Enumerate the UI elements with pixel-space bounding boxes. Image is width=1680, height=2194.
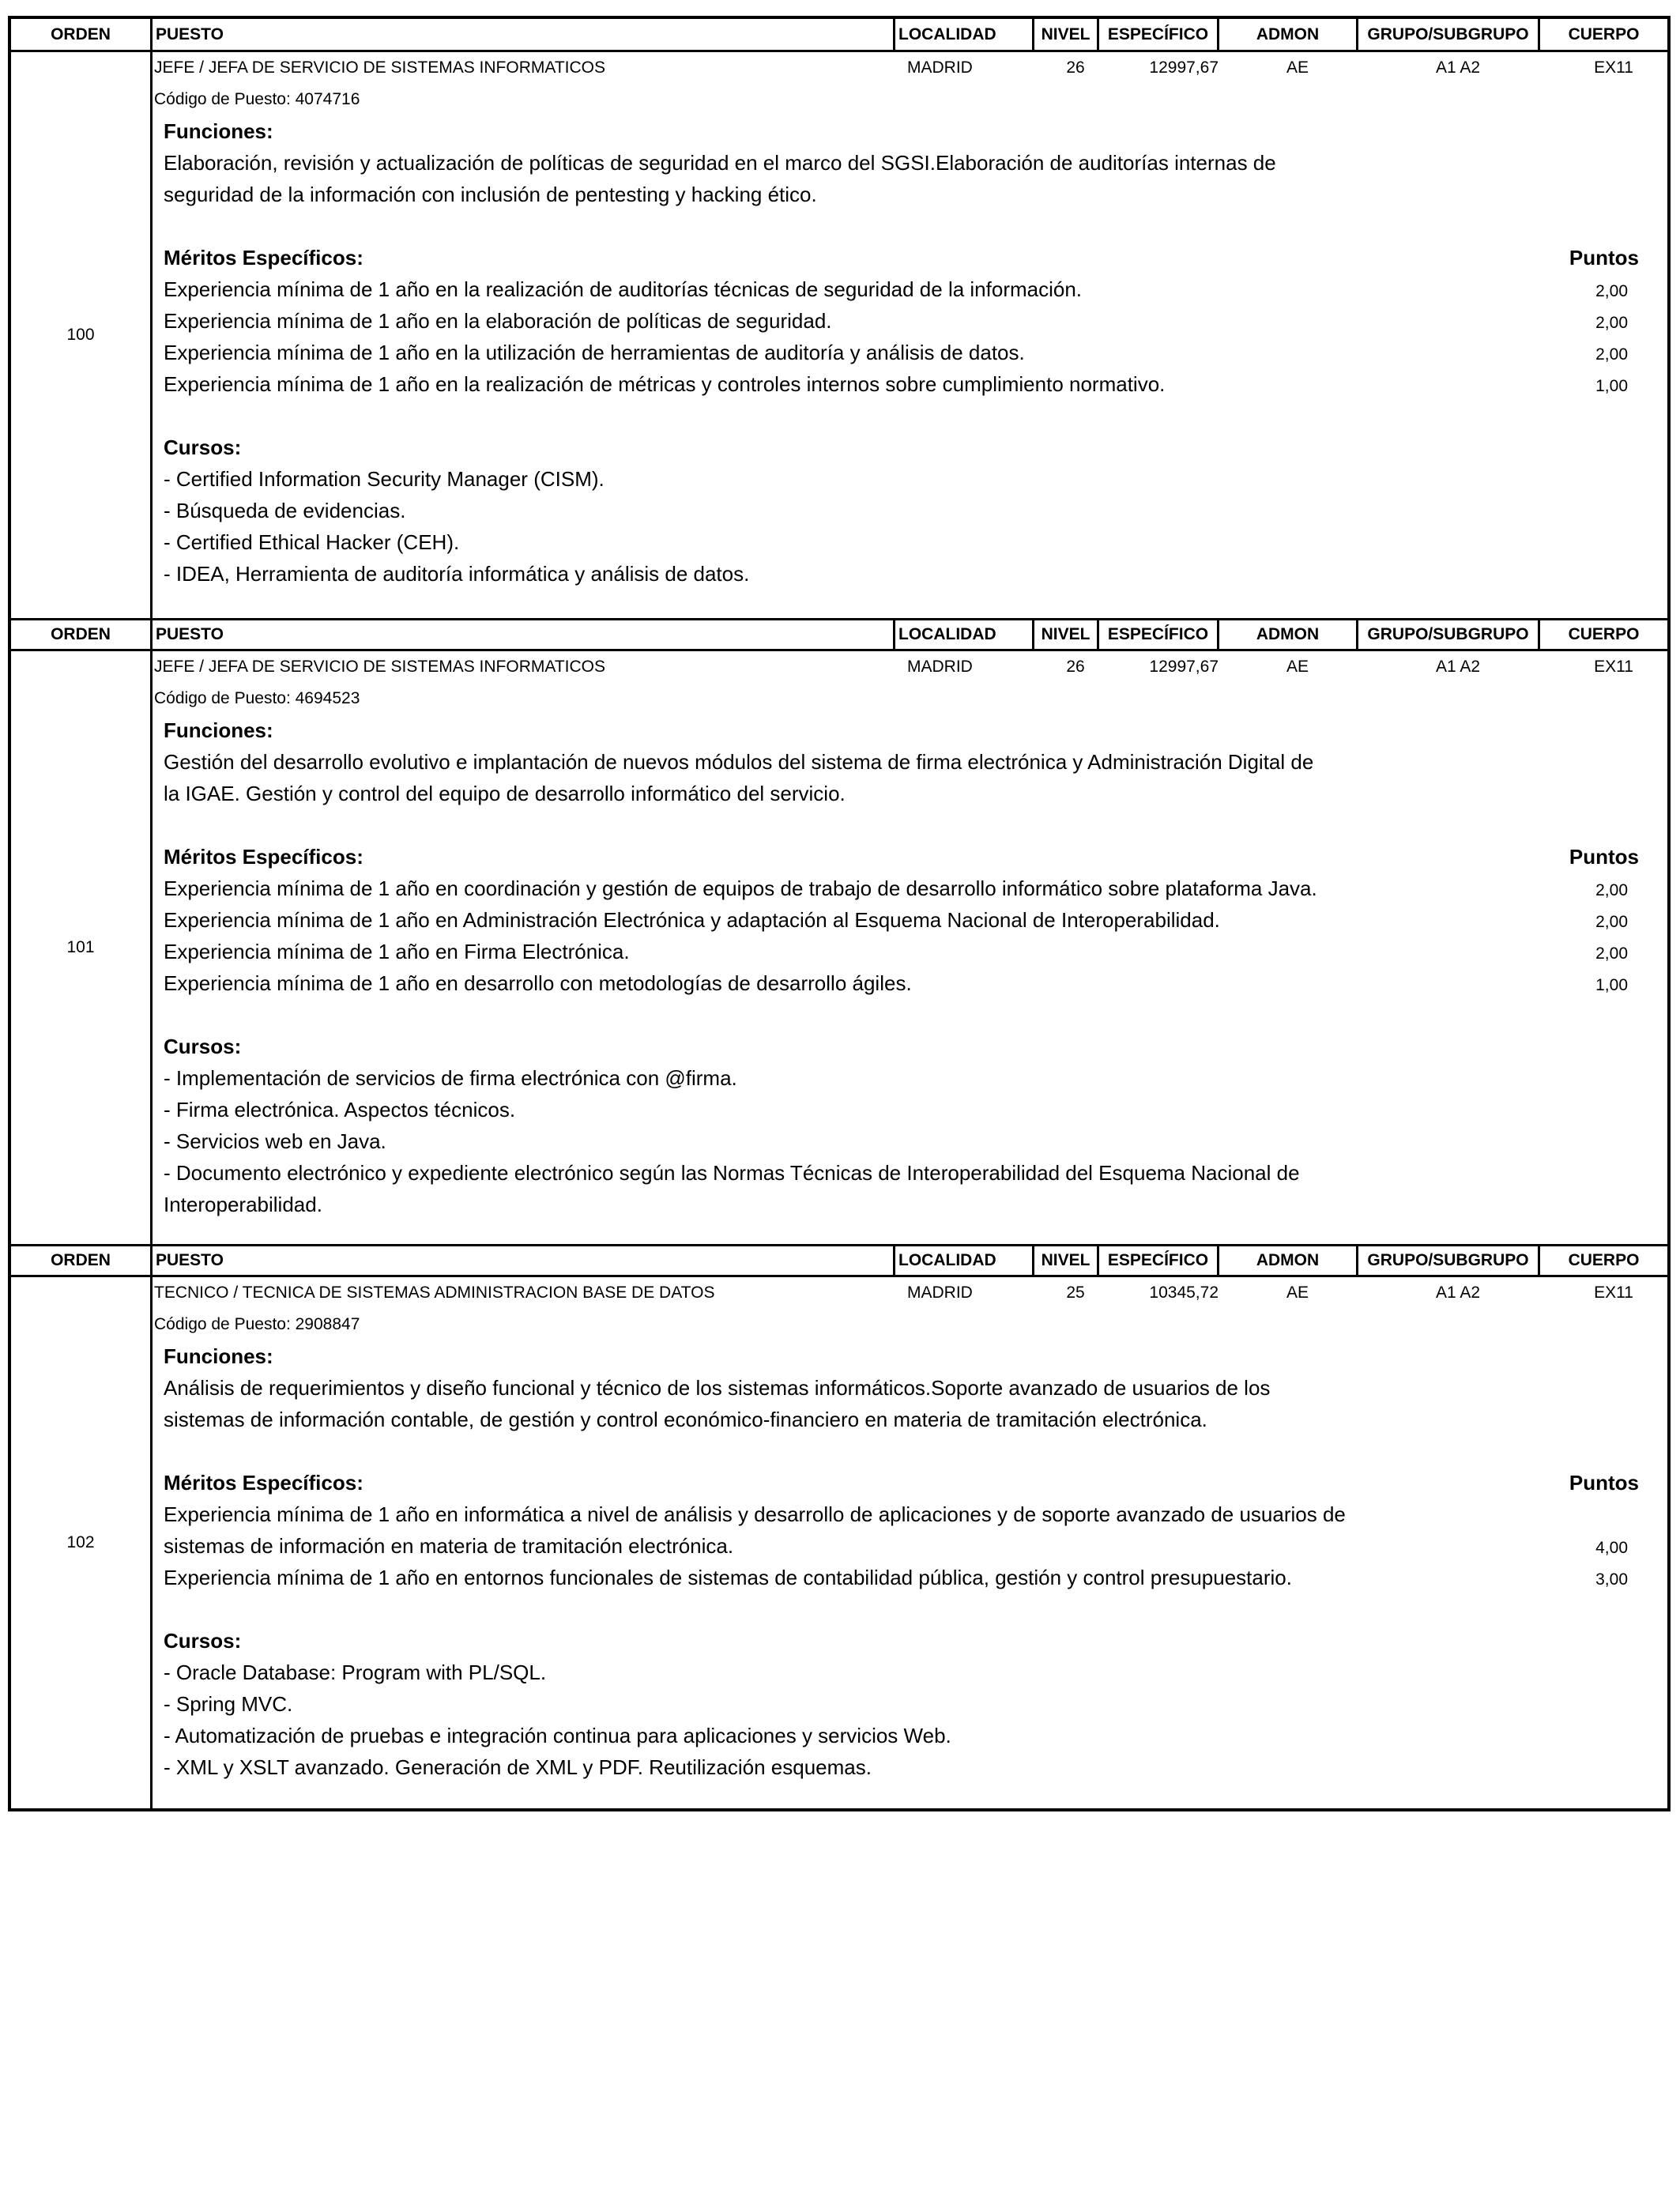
table-header-row xyxy=(11,19,1667,52)
merito-points: 3,00 xyxy=(1595,1570,1628,1589)
position-block xyxy=(11,618,1667,1244)
localidad-value: MADRID xyxy=(907,658,973,676)
merito-points: 2,00 xyxy=(1595,913,1628,931)
merito-item xyxy=(164,873,1667,904)
position-content xyxy=(150,651,1667,1244)
merito-item xyxy=(164,305,1667,337)
merito-item xyxy=(164,936,1667,967)
admon-value: AE xyxy=(1286,1284,1309,1302)
positions-table xyxy=(8,16,1671,1811)
orden-value: 101 xyxy=(66,938,95,956)
header-especifico: ESPECÍFICO xyxy=(1097,1246,1217,1275)
header-puesto: PUESTO xyxy=(150,620,893,649)
grupo-value: A1 A2 xyxy=(1435,58,1481,77)
spacer xyxy=(164,1435,1667,1467)
curso-item: - IDEA, Herramienta de auditoría informática y análisis de datos. xyxy=(164,562,750,586)
codigo-puesto: Código de Puesto: 4694523 xyxy=(154,689,360,707)
localidad-value: MADRID xyxy=(907,58,973,77)
funciones-text: Elaboración, revisión y actualización de políticas de seguridad en el marco del SGSI.Elaboración de auditorías internas de xyxy=(164,151,1276,175)
position-content xyxy=(150,52,1667,618)
merito-item xyxy=(164,337,1667,368)
cuerpo-value: EX11 xyxy=(1594,658,1633,676)
admon-value: AE xyxy=(1286,58,1309,77)
nivel-value: 26 xyxy=(1066,58,1085,77)
header-cuerpo: CUERPO xyxy=(1538,1246,1667,1275)
curso-item: - Servicios web en Java. xyxy=(164,1129,386,1153)
nivel-value: 25 xyxy=(1066,1284,1085,1302)
cursos-label: Cursos: xyxy=(164,1629,242,1653)
funciones-text: sistemas de información contable, de gestión y control económico-financiero en materia de tramitación electrónica. xyxy=(164,1408,1207,1431)
table-header-row xyxy=(11,618,1667,651)
merito-text: Experiencia mínima de 1 año en Administración Electrónica y adaptación al Esquema Nacional de Interoperabilidad. xyxy=(164,908,1220,932)
nivel-value: 26 xyxy=(1066,658,1085,676)
spacer xyxy=(164,999,1667,1031)
merito-item xyxy=(164,273,1667,305)
funciones-label: Funciones: xyxy=(164,718,273,742)
curso-item: Interoperabilidad. xyxy=(164,1193,322,1216)
meritos-header xyxy=(164,841,1667,873)
merito-item xyxy=(164,967,1667,999)
puesto-line xyxy=(154,1277,1667,1309)
codigo-puesto: Código de Puesto: 2908847 xyxy=(154,1315,360,1333)
merito-item xyxy=(164,368,1667,400)
position-row xyxy=(11,651,1667,1244)
puesto-title: TECNICO / TECNICA DE SISTEMAS ADMINISTRACION BASE DE DATOS xyxy=(154,1284,715,1302)
curso-item: - Certified Ethical Hacker (CEH). xyxy=(164,530,460,554)
header-orden: ORDEN xyxy=(51,1251,111,1269)
table-header-row xyxy=(11,1244,1667,1277)
especifico-value: 12997,67 xyxy=(1149,58,1219,77)
cursos-label: Cursos: xyxy=(164,1035,242,1058)
merito-text: Experiencia mínima de 1 año en desarrollo con metodologías de desarrollo ágiles. xyxy=(164,971,912,995)
header-especifico: ESPECÍFICO xyxy=(1097,620,1217,649)
merito-text: Experiencia mínima de 1 año en la realización de métricas y controles internos sobre cumplimiento normativo. xyxy=(164,372,1166,396)
funciones-label: Funciones: xyxy=(164,119,273,143)
header-admon: ADMON xyxy=(1217,620,1356,649)
merito-text: Experiencia mínima de 1 año en la realización de auditorías técnicas de seguridad de la información. xyxy=(164,277,1083,301)
header-grupo: GRUPO/SUBGRUPO xyxy=(1356,620,1538,649)
merito-item xyxy=(164,904,1667,936)
curso-item: - Certified Information Security Manager (CISM). xyxy=(164,467,605,491)
cursos-label: Cursos: xyxy=(164,435,242,459)
merito-points: 2,00 xyxy=(1595,881,1628,899)
spacer xyxy=(164,210,1667,242)
header-localidad: LOCALIDAD xyxy=(893,19,1032,50)
puntos-label: Puntos xyxy=(1569,1471,1639,1495)
funciones-text: Gestión del desarrollo evolutivo e implantación de nuevos módulos del sistema de firma electrónica y Administración Digital de xyxy=(164,750,1314,774)
header-localidad: LOCALIDAD xyxy=(893,1246,1032,1275)
merito-text: Experiencia mínima de 1 año en coordinación y gestión de equipos de trabajo de desarrollo informático sobre plataforma Java. xyxy=(164,876,1317,900)
merito-text: Experiencia mínima de 1 año en la elaboración de políticas de seguridad. xyxy=(164,309,832,333)
cuerpo-value: EX11 xyxy=(1594,1284,1633,1302)
meritos-header xyxy=(164,1467,1667,1498)
merito-points: 1,00 xyxy=(1595,377,1628,395)
codigo-puesto: Código de Puesto: 4074716 xyxy=(154,90,360,108)
meritos-label: Méritos Específicos: xyxy=(164,246,363,270)
puesto-title: JEFE / JEFA DE SERVICIO DE SISTEMAS INFORMATICOS xyxy=(154,658,605,676)
merito-text: sistemas de información en materia de tramitación electrónica. xyxy=(164,1534,734,1558)
position-content xyxy=(150,1277,1667,1808)
merito-points: 2,00 xyxy=(1595,282,1628,300)
merito-points: 2,00 xyxy=(1595,314,1628,332)
merito-points: 4,00 xyxy=(1595,1539,1628,1557)
header-cuerpo: CUERPO xyxy=(1538,19,1667,50)
especifico-value: 10345,72 xyxy=(1149,1284,1219,1302)
puesto-line xyxy=(154,651,1667,683)
header-nivel: NIVEL xyxy=(1032,620,1097,649)
header-grupo: GRUPO/SUBGRUPO xyxy=(1356,1246,1538,1275)
position-row xyxy=(11,1277,1667,1808)
header-orden: ORDEN xyxy=(51,625,111,643)
merito-points: 2,00 xyxy=(1595,345,1628,364)
header-nivel: NIVEL xyxy=(1032,19,1097,50)
grupo-value: A1 A2 xyxy=(1435,658,1481,676)
orden-value: 102 xyxy=(66,1533,95,1551)
merito-text: Experiencia mínima de 1 año en entornos funcionales de sistemas de contabilidad pública, gestión y control presupuestario. xyxy=(164,1566,1292,1589)
merito-text: Experiencia mínima de 1 año en informática a nivel de análisis y desarrollo de aplicaciones y de soporte avanzado de usuarios de xyxy=(164,1502,1346,1526)
admon-value: AE xyxy=(1286,658,1309,676)
curso-item: - Documento electrónico y expediente electrónico según las Normas Técnicas de Interoperabilidad del Esquema Nacional de xyxy=(164,1161,1300,1185)
especifico-value: 12997,67 xyxy=(1149,658,1219,676)
orden-value: 100 xyxy=(66,326,95,344)
header-puesto: PUESTO xyxy=(150,1246,893,1275)
puesto-line xyxy=(154,52,1667,84)
meritos-header xyxy=(164,242,1667,273)
header-nivel: NIVEL xyxy=(1032,1246,1097,1275)
header-admon: ADMON xyxy=(1217,1246,1356,1275)
spacer xyxy=(164,400,1667,432)
curso-item: - Automatización de pruebas e integración continua para aplicaciones y servicios Web. xyxy=(164,1724,951,1747)
curso-item: - Implementación de servicios de firma electrónica con @firma. xyxy=(164,1066,737,1090)
cuerpo-value: EX11 xyxy=(1594,58,1633,77)
spacer xyxy=(164,809,1667,841)
funciones-label: Funciones: xyxy=(164,1344,273,1368)
merito-item xyxy=(164,1530,1667,1562)
merito-text: Experiencia mínima de 1 año en la utilización de herramientas de auditoría y análisis de datos. xyxy=(164,341,1025,364)
header-puesto: PUESTO xyxy=(150,19,893,50)
curso-item: - Spring MVC. xyxy=(164,1692,293,1716)
merito-item xyxy=(164,1562,1667,1593)
meritos-label: Méritos Específicos: xyxy=(164,1471,363,1495)
position-row xyxy=(11,52,1667,618)
puesto-title: JEFE / JEFA DE SERVICIO DE SISTEMAS INFORMATICOS xyxy=(154,58,605,77)
localidad-value: MADRID xyxy=(907,1284,973,1302)
funciones-text: seguridad de la información con inclusión de pentesting y hacking ético. xyxy=(164,183,817,206)
spacer xyxy=(164,1593,1667,1625)
merito-text: Experiencia mínima de 1 año en Firma Electrónica. xyxy=(164,940,630,963)
curso-item: - Firma electrónica. Aspectos técnicos. xyxy=(164,1098,516,1122)
header-especifico: ESPECÍFICO xyxy=(1097,19,1217,50)
curso-item: - Oracle Database: Program with PL/SQL. xyxy=(164,1661,547,1684)
position-block xyxy=(11,1244,1667,1808)
curso-item: - Búsqueda de evidencias. xyxy=(164,499,406,522)
position-block xyxy=(11,19,1667,618)
puntos-label: Puntos xyxy=(1569,845,1639,869)
header-cuerpo: CUERPO xyxy=(1538,620,1667,649)
header-localidad: LOCALIDAD xyxy=(893,620,1032,649)
merito-points: 2,00 xyxy=(1595,944,1628,963)
merito-item xyxy=(164,1498,1667,1530)
funciones-text: la IGAE. Gestión y control del equipo de desarrollo informático del servicio. xyxy=(164,782,846,805)
header-admon: ADMON xyxy=(1217,19,1356,50)
meritos-label: Méritos Específicos: xyxy=(164,845,363,869)
funciones-text: Análisis de requerimientos y diseño funcional y técnico de los sistemas informáticos.Soporte avanzado de usuarios de los xyxy=(164,1376,1271,1400)
curso-item: - XML y XSLT avanzado. Generación de XML y PDF. Reutilización esquemas. xyxy=(164,1755,872,1779)
merito-points: 1,00 xyxy=(1595,976,1628,994)
header-grupo: GRUPO/SUBGRUPO xyxy=(1356,19,1538,50)
header-orden: ORDEN xyxy=(51,25,111,43)
grupo-value: A1 A2 xyxy=(1435,1284,1481,1302)
puntos-label: Puntos xyxy=(1569,246,1639,270)
